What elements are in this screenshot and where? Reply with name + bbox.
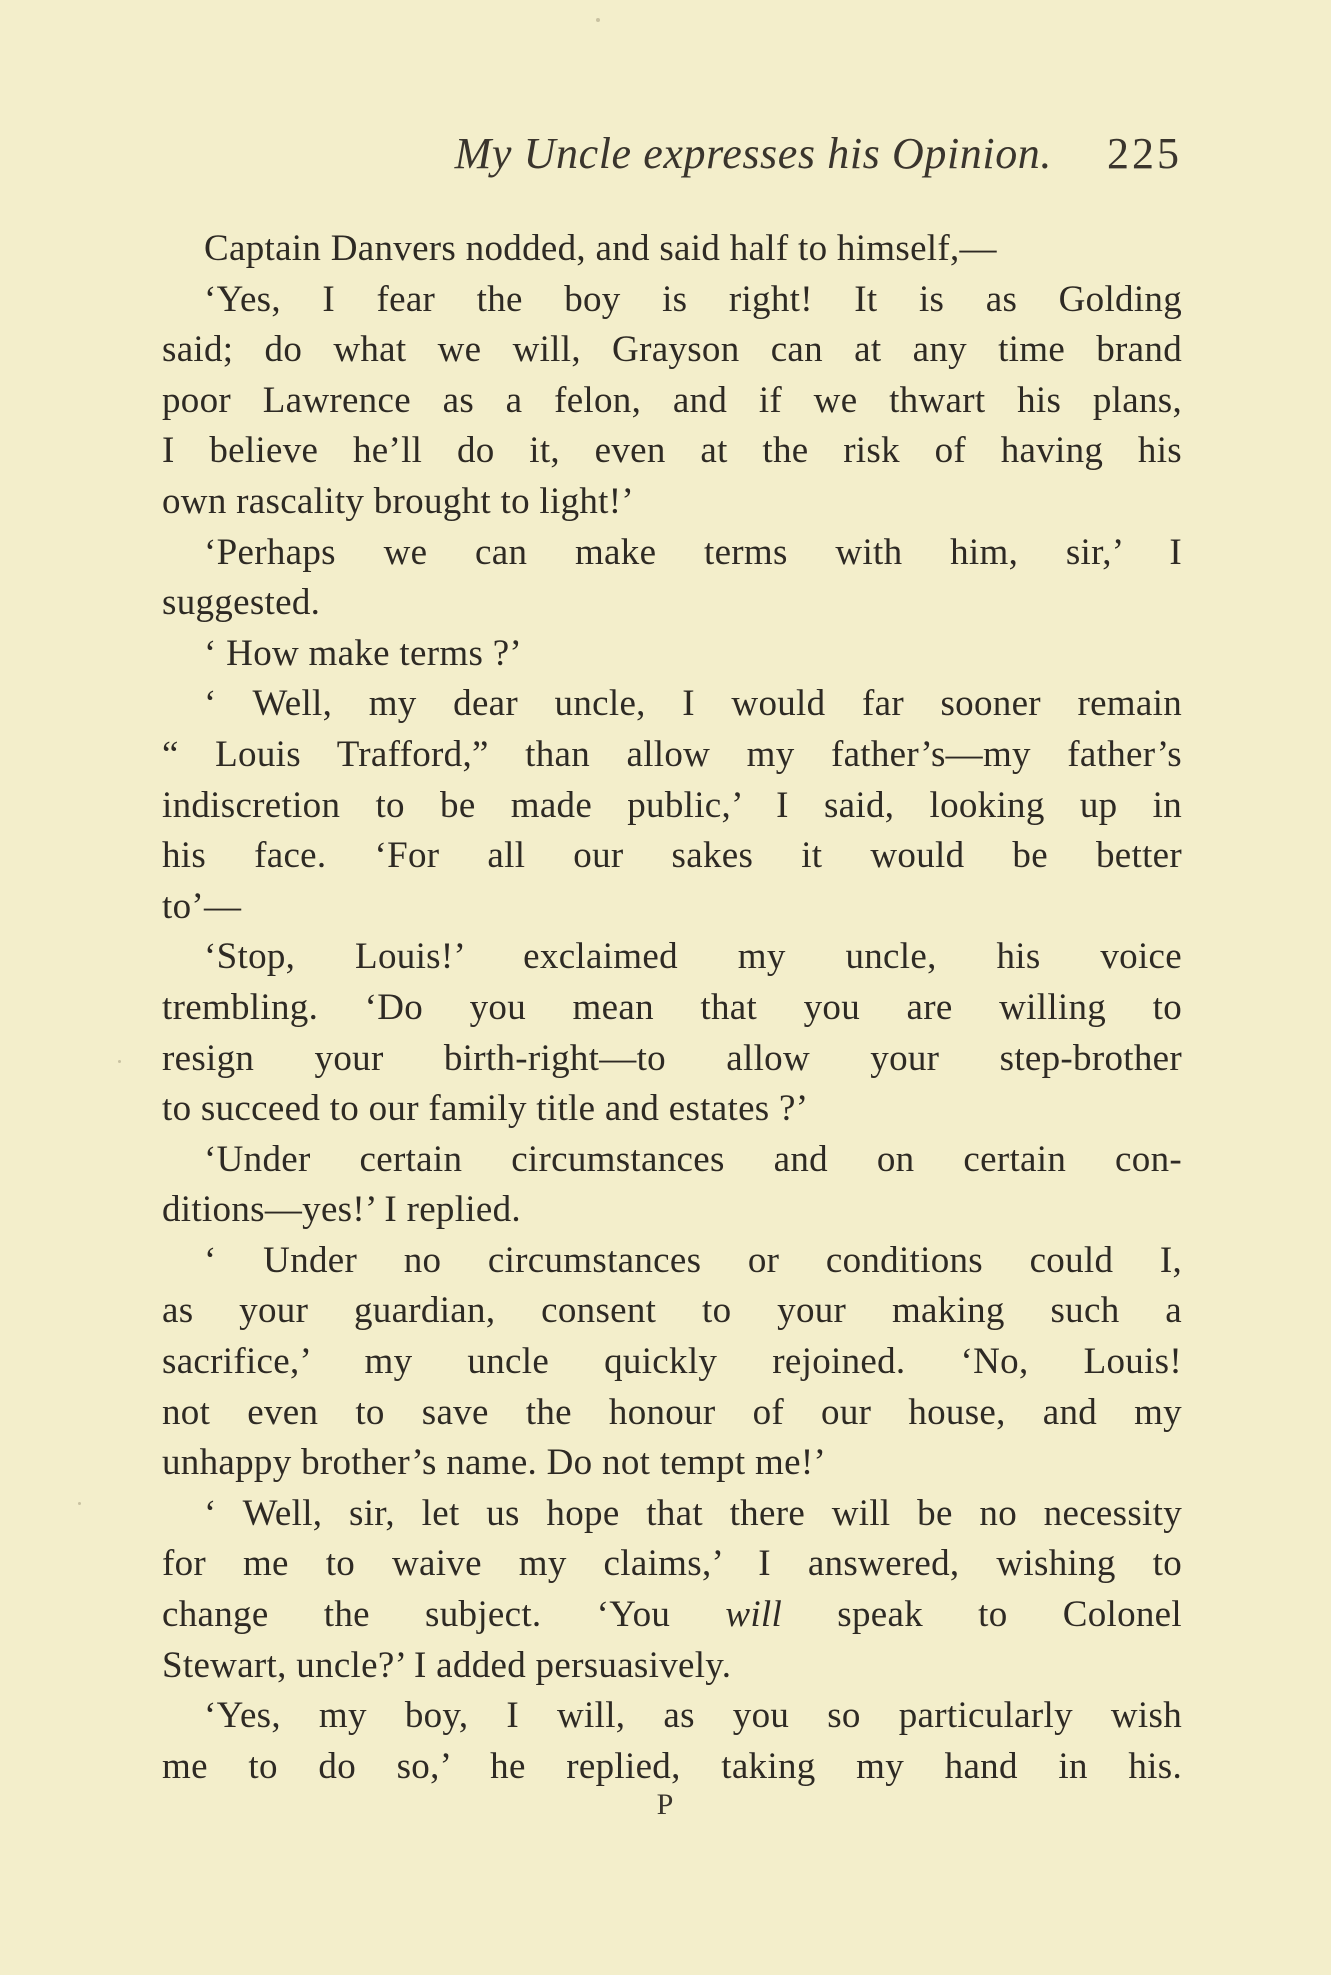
text-line xyxy=(162,1539,1182,1590)
line-text: ‘Yes, my boy, I will, as you so particularly wish xyxy=(204,1695,1182,1737)
text-line xyxy=(162,1489,1182,1540)
line-text: for me to waive my claims,’ I answered, wishing to xyxy=(162,1543,1182,1585)
italic-emphasis: will xyxy=(725,1594,783,1636)
line-text: resign your birth-right—to allow your step-brother xyxy=(162,1037,1182,1079)
text-line xyxy=(162,882,1182,933)
text-line xyxy=(162,629,1182,680)
line-text: poor Lawrence as a felon, and if we thwart his plans, xyxy=(162,379,1182,421)
running-head: My Uncle expresses his Opinion. xyxy=(454,129,1052,178)
line-text: said; do what we will, Grayson can at any time brand xyxy=(162,329,1182,371)
text-line xyxy=(162,1185,1182,1236)
line-text: not even to save the honour of our house, and my xyxy=(162,1391,1182,1433)
text-line xyxy=(162,426,1182,477)
text-line xyxy=(162,1337,1182,1388)
text-line xyxy=(162,325,1182,376)
line-text: ‘Stop, Louis!’ exclaimed my uncle, his voice xyxy=(204,936,1182,978)
line-text: suggested. xyxy=(162,582,321,624)
text-line xyxy=(162,578,1182,629)
line-text-continued: speak to Colonel xyxy=(782,1594,1182,1636)
text-line xyxy=(162,1742,1182,1793)
line-text: to’— xyxy=(162,885,242,927)
line-text: ‘ Under no circumstances or conditions could I, xyxy=(204,1239,1182,1281)
text-line xyxy=(162,528,1182,579)
text-line xyxy=(162,831,1182,882)
text-line xyxy=(162,730,1182,781)
text-line xyxy=(162,1084,1182,1135)
text-line xyxy=(162,1590,1182,1641)
line-text: indiscretion to be made public,’ I said, looking up in xyxy=(162,784,1182,826)
page-header xyxy=(162,128,1182,188)
text-line xyxy=(162,477,1182,528)
line-text: unhappy brother’s name. Do not tempt me!’ xyxy=(162,1442,827,1484)
line-text: trembling. ‘Do you mean that you are willing to xyxy=(162,986,1182,1028)
line-text: “ Louis Trafford,” than allow my father’s—my father’s xyxy=(162,733,1182,775)
text-line xyxy=(162,224,1182,275)
text-line xyxy=(162,679,1182,730)
text-line xyxy=(162,376,1182,427)
line-text: Stewart, uncle?’ I added persuasively. xyxy=(162,1644,732,1686)
line-text: me to do so,’ he replied, taking my hand in his. xyxy=(162,1745,1182,1787)
text-line xyxy=(162,1691,1182,1742)
paper-speck xyxy=(78,1502,81,1505)
body-text xyxy=(162,224,1182,1792)
line-text: his face. ‘For all our sakes it would be better xyxy=(162,835,1182,877)
text-line xyxy=(162,1236,1182,1287)
text-line xyxy=(162,1135,1182,1186)
text-line xyxy=(162,1388,1182,1439)
paper-speck xyxy=(118,1060,121,1063)
line-text: ‘Yes, I fear the boy is right! It is as Golding xyxy=(204,278,1182,320)
line-text: to succeed to our family title and estates ?’ xyxy=(162,1088,809,1130)
line-text: ‘Perhaps we can make terms with him, sir,’ I xyxy=(204,531,1182,573)
text-line xyxy=(162,932,1182,983)
line-text: as your guardian, consent to your making such a xyxy=(162,1290,1182,1332)
line-text: ‘ Well, my dear uncle, I would far sooner remain xyxy=(204,683,1182,725)
text-line xyxy=(162,1034,1182,1085)
text-line xyxy=(162,1641,1182,1692)
page-number: 225 xyxy=(1107,129,1182,178)
text-line xyxy=(162,983,1182,1034)
text-line xyxy=(162,1286,1182,1337)
text-line xyxy=(162,781,1182,832)
line-text: ‘Under certain circumstances and on certain con- xyxy=(204,1138,1182,1180)
paper-speck xyxy=(596,18,600,22)
line-text: ‘ Well, sir, let us hope that there will be no necessity xyxy=(204,1492,1182,1534)
line-text: ‘ How make terms ?’ xyxy=(204,632,523,674)
text-line xyxy=(162,1438,1182,1489)
line-text: change the subject. ‘You xyxy=(162,1594,726,1636)
signature-mark: P xyxy=(656,1788,675,1821)
line-text: Captain Danvers nodded, and said half to himself,— xyxy=(204,228,997,269)
line-text: I believe he’ll do it, even at the risk of having his xyxy=(162,430,1182,472)
line-text: own rascality brought to light!’ xyxy=(162,480,635,522)
line-text: ditions—yes!’ I replied. xyxy=(162,1189,521,1231)
line-text: sacrifice,’ my uncle quickly rejoined. ‘No, Louis! xyxy=(162,1341,1182,1383)
text-line xyxy=(162,275,1182,326)
